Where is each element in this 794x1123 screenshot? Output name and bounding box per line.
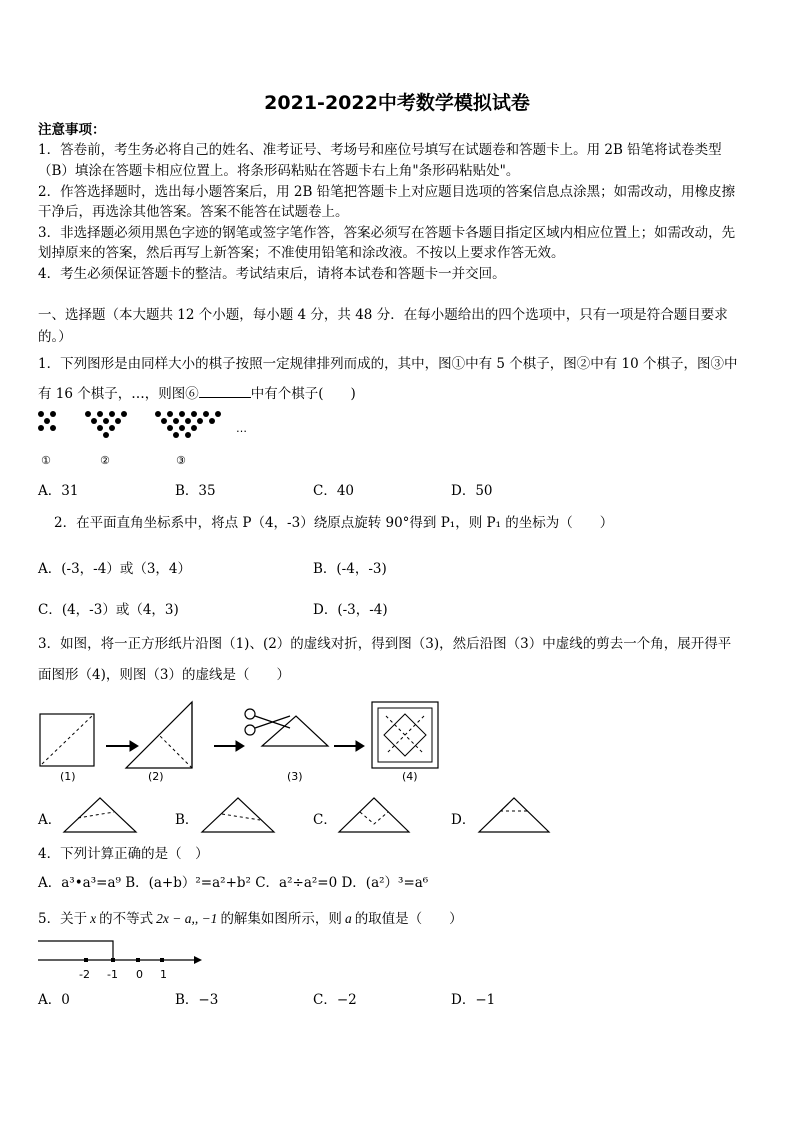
tick-mark [84, 958, 88, 962]
q5-tick-label: -1 [107, 968, 118, 981]
q1-answer-blank [199, 385, 251, 398]
notice-line: （B）填涂在答题卡相应位置上。将条形码粘贴在答题卡右上角"条形码粘贴处"。 [38, 163, 520, 179]
scissors-icon [245, 709, 290, 735]
q1-pattern-figures [0, 408, 794, 468]
q5-inequality: 2x − a,, −1 [156, 911, 218, 926]
q2-option-b[interactable]: B．(-4，-3) [313, 561, 387, 577]
q3-option-c-figure [339, 798, 409, 832]
arrow-icon [214, 741, 244, 751]
arrow-icon [106, 741, 138, 751]
q3-option-d[interactable]: D． [451, 812, 476, 828]
q5-option-a[interactable]: A．0 [38, 992, 70, 1008]
arrow-icon [194, 956, 202, 964]
q1-fig-label-1: ① [41, 454, 51, 467]
q4-stem: 4．下列计算正确的是（ ） [38, 846, 209, 862]
notice-line: 3．非选择题必须用黑色字迹的钢笔或签字笔作答，答案必须写在答题卡各题目指定区域内相应位置上；如需改动，先 [38, 225, 736, 241]
q3-fig-label-3: (3) [287, 770, 303, 783]
q2-option-d[interactable]: D．(-3，-4) [313, 602, 388, 618]
notice-line: 2．作答选择题时，选出每小题答案后，用 2B 铅笔把答题卡上对应题目选项的答案信息点涂黑；如需改动，用橡皮擦 [38, 184, 736, 200]
q1-option-b[interactable]: B．35 [175, 483, 216, 499]
q2-option-a[interactable]: A．(-3，-4）或（3，4） [38, 561, 191, 577]
q3-option-b[interactable]: B． [175, 812, 199, 828]
q1-stem-line1: 1．下列图形是由同样大小的棋子按照一定规律排列而成的，其中，图①中有 5 个棋子，图②中有 10 个棋子，图③中 [38, 356, 738, 372]
q2-option-c[interactable]: C．(4，-3）或（4，3) [38, 602, 179, 618]
q1-fig-label-3: ③ [176, 454, 186, 467]
q4-options[interactable]: A．a³•a³=a⁹ B．(a+b）²=a²+b² C．a²÷a²=0 D．(a²）³=a⁶ [38, 875, 429, 891]
q1-option-a[interactable]: A．31 [38, 483, 79, 499]
section-heading-line1: 一、选择题（本大题共 12 个小题，每小题 4 分，共 48 分．在每小题给出的四个选项中，只有一项是符合题目要求 [38, 307, 728, 323]
q1-option-c[interactable]: C．40 [313, 483, 355, 499]
q5-option-c[interactable]: C．−2 [313, 992, 357, 1008]
q5-stem-part-b: 的不等式 [99, 911, 154, 927]
q5-stem-part-d: 的取值是（ ） [354, 911, 463, 927]
q5-stem-part-c: 的解集如图所示，则 [220, 911, 342, 927]
q3-option-figures [0, 796, 794, 836]
q5-option-b[interactable]: B．−3 [175, 992, 219, 1008]
solution-ray [38, 941, 113, 960]
q1-fig-label-2: ② [100, 454, 110, 467]
q1-ellipsis: … [236, 422, 247, 435]
q1-figure-1 [38, 411, 56, 431]
tick-mark [111, 958, 115, 962]
q5-var-a: a [344, 911, 352, 926]
q3-stem-line2: 面图形（4)，则图（3）的虚线是（ ） [38, 667, 290, 683]
exam-title: 2021-2022中考数学模拟试卷 [264, 92, 530, 114]
q3-figure-2 [126, 702, 192, 768]
notice-line: 划掉原来的答案，然后再写上新答案；不准使用铅笔和涂改液。不按以上要求作答无效。 [38, 245, 565, 261]
section-heading-line2: 的。） [38, 329, 72, 345]
q5-stem [38, 910, 463, 928]
q1-stem-line2 [38, 385, 356, 403]
notice-line: 干净后，再选涂其他答案。答案不能答在试题卷上。 [38, 204, 349, 220]
q3-figure-1 [40, 714, 94, 766]
q1-stem-part-b: 中有个棋子( ) [250, 386, 356, 402]
q1-stem-part-a: 有 16 个棋子，…，则图⑥ [38, 386, 199, 402]
q3-stem-line1: 3．如图，将一正方形纸片沿图（1)、(2）的虚线对折，得到图（3)，然后沿图（3）中虚线的剪去一个角，展开得平 [38, 636, 732, 652]
q3-figure-3 [262, 716, 328, 746]
q5-tick-label: -2 [79, 968, 90, 981]
q1-figure-3 [155, 411, 221, 438]
q3-option-d-figure [479, 798, 549, 832]
q3-option-a[interactable]: A． [38, 812, 62, 828]
q3-figure-4 [372, 702, 438, 768]
q5-var-x: x [90, 911, 97, 926]
q5-tick-label: 0 [136, 968, 143, 981]
tick-mark [160, 958, 164, 962]
q5-option-d[interactable]: D．−1 [451, 992, 496, 1008]
q3-option-a-figure [64, 798, 136, 832]
q1-figure-2 [85, 411, 127, 438]
notice-line: 1．答卷前，考生务必将自己的姓名、准考证号、考场号和座位号填写在试题卷和答题卡上。用 2B 铅笔将试卷类型 [38, 142, 722, 158]
q5-tick-label: 1 [160, 968, 167, 981]
q3-fig-label-1: (1) [60, 770, 76, 783]
arrow-icon [334, 741, 364, 751]
q3-fig-label-4: (4) [402, 770, 418, 783]
notice-line: 4．考生必须保证答题卡的整洁。考试结束后，请将本试卷和答题卡一并交回。 [38, 266, 506, 282]
q1-option-d[interactable]: D．50 [451, 483, 493, 499]
notice-heading: 注意事项： [38, 122, 106, 138]
q3-fig-label-2: (2) [148, 770, 164, 783]
q3-option-b-figure [202, 798, 274, 832]
q5-stem-part-a: 5．关于 [38, 911, 88, 927]
q3-option-c[interactable]: C． [313, 812, 337, 828]
q3-folding-diagram [0, 700, 794, 790]
q2-stem: 2．在平面直角坐标系中，将点 P（4，-3）绕原点旋转 90°得到 P₁，则 P₁ 的坐标为（ ） [54, 515, 614, 531]
tick-mark [136, 958, 140, 962]
